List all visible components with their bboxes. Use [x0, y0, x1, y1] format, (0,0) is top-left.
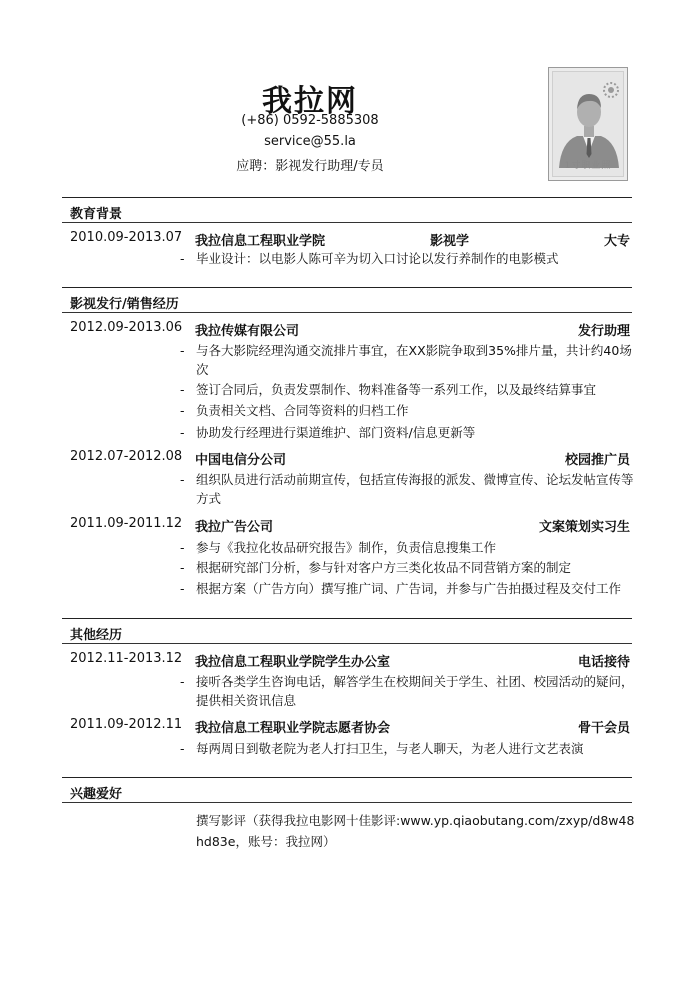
profile-photo	[548, 67, 628, 181]
education-degree: 大专	[603, 234, 630, 249]
list-item: - 接听各类学生咨询电话，解答学生在校期间关于学生、社团、校园活动的疑问，提供相关资讯信息	[180, 674, 634, 708]
photo-caption: 1寸职业照	[564, 161, 612, 171]
list-item: - 签订合同后，负责发票制作、物料准备等一系列工作，以及最终结算事宜	[180, 382, 597, 397]
section-divider	[62, 287, 632, 288]
list-item: - 根据研究部门分析，参与针对客户方三类化妆品不同营销方案的制定	[180, 560, 572, 575]
job-role: 校园推广员	[564, 453, 630, 468]
bullet-dash-icon: -	[180, 581, 185, 596]
education-major: 影视学	[430, 234, 470, 249]
experience-date: 2012.11-2013.12	[70, 651, 183, 666]
bullet-dash-icon: -	[180, 382, 185, 397]
section-divider	[62, 197, 632, 198]
resume-name: 我拉网	[262, 84, 358, 119]
email-address: service@55.la	[264, 134, 356, 149]
bullet-dash-icon: -	[180, 674, 185, 689]
section-underline	[62, 802, 632, 803]
bullet-dash-icon: -	[180, 560, 185, 575]
job-company: 我拉传媒有限公司	[195, 324, 300, 339]
list-item: - 每两周日到敬老院为老人打扫卫生，与老人聊天，为老人进行文艺表演	[180, 741, 584, 756]
job-objective: 应聘：影视发行助理/专员	[236, 159, 384, 174]
bullet-dash-icon: -	[180, 540, 185, 555]
experience-role: 电话接待	[577, 655, 630, 670]
list-item: - 根据方案（广告方向）撰写推广词、广告词，并参与广告拍摄过程及交付工作	[180, 581, 622, 596]
job-date: 2012.09-2013.06	[70, 320, 183, 335]
bullet-dash-icon: -	[180, 251, 185, 266]
section-underline	[62, 312, 632, 313]
job-date: 2012.07-2012.08	[70, 449, 183, 464]
section-title-film: 影视发行/销售经历	[70, 297, 179, 312]
job-role: 发行助理	[577, 324, 630, 339]
hobby-text: 撰写影评（获得我拉电影网十佳影评:www.yp.qiaobutang.com/zxyp/d8w48hd83e，账号：我拉网）	[196, 813, 635, 849]
phone-number: (+86) 0592-5885308	[241, 113, 379, 128]
bullet-dash-icon: -	[180, 403, 185, 418]
list-item: - 组织队员进行活动前期宣传，包括宣传海报的派发、微博宣传、论坛发帖宣传等方式	[180, 472, 634, 506]
list-item: - 协助发行经理进行渠道维护、部门资料/信息更新等	[180, 425, 476, 440]
list-item: - 毕业设计：以电影人陈可辛为切入口讨论以发行养制作的电影模式	[180, 251, 559, 266]
list-item: - 参与《我拉化妆品研究报告》制作，负责信息搜集工作	[180, 540, 497, 555]
experience-org: 我拉信息工程职业学院学生办公室	[195, 655, 391, 670]
list-item: - 与各大影院经理沟通交流排片事宜，在XX影院争取到35%排片量，共计约40场次	[180, 343, 632, 377]
bullet-dash-icon: -	[180, 741, 185, 756]
section-divider	[62, 777, 632, 778]
bullet-dash-icon: -	[180, 425, 185, 440]
section-title-hobby: 兴趣爱好	[70, 787, 123, 802]
job-role: 文案策划实习生	[538, 520, 630, 535]
job-company: 我拉广告公司	[195, 520, 274, 535]
education-school: 我拉信息工程职业学院	[195, 234, 326, 249]
section-underline	[62, 222, 632, 223]
education-date: 2010.09-2013.07	[70, 230, 183, 245]
job-date: 2011.09-2011.12	[70, 516, 183, 531]
bullet-dash-icon: -	[180, 343, 185, 358]
experience-role: 骨干会员	[577, 721, 630, 736]
job-company: 中国电信分公司	[195, 453, 287, 468]
section-divider	[62, 618, 632, 619]
experience-date: 2011.09-2012.11	[70, 717, 183, 732]
section-title-other: 其他经历	[70, 628, 123, 643]
section-underline	[62, 643, 632, 644]
bullet-dash-icon: -	[180, 472, 185, 487]
experience-org: 我拉信息工程职业学院志愿者协会	[195, 721, 391, 736]
section-title-education: 教育背景	[70, 207, 123, 222]
list-item: - 负责相关文档、合同等资料的归档工作	[180, 403, 409, 418]
